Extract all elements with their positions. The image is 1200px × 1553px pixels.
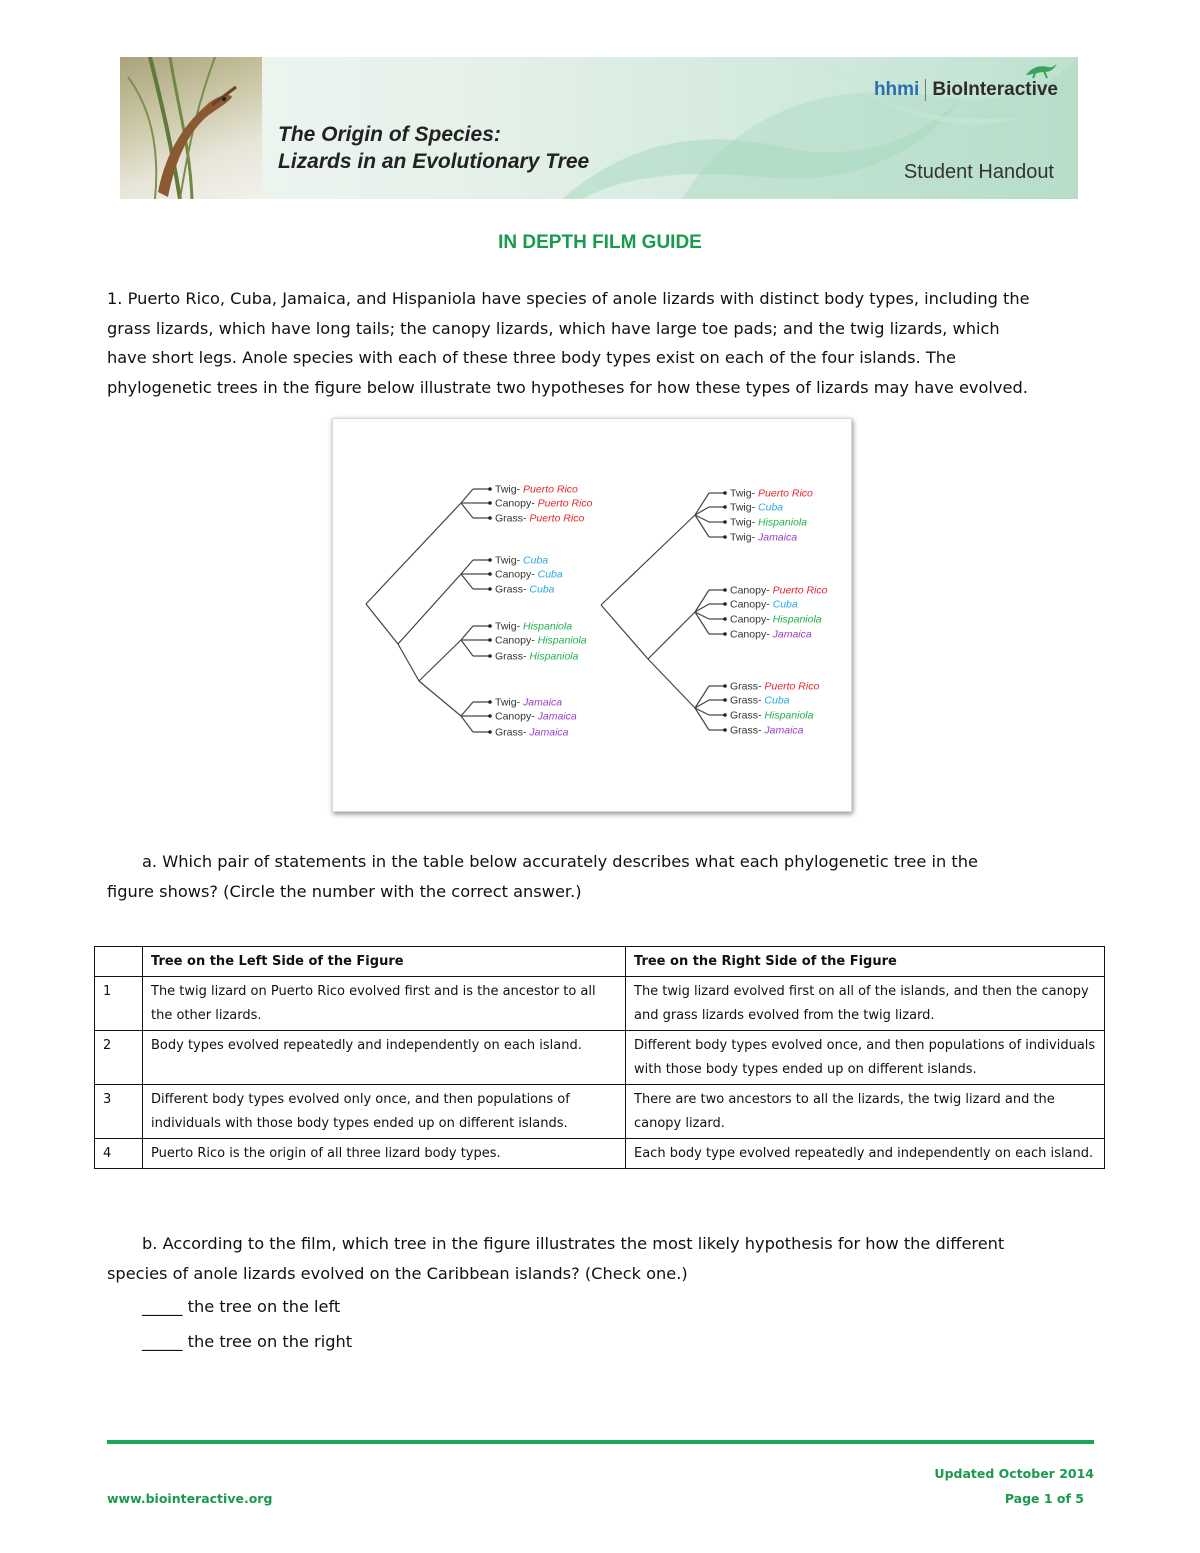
leaf-node — [488, 572, 492, 576]
leaf-island: Jamaica — [764, 724, 804, 737]
phylogenetic-trees-figure — [332, 418, 852, 812]
leaf-body-type: Grass- — [495, 650, 530, 663]
question-1-line: grass lizards, which have long tails; the canopy lizards, which have large toe pads; and the twig lizards, which — [107, 318, 1000, 338]
footer-divider — [107, 1440, 1094, 1444]
handout-title — [278, 121, 589, 175]
leaf-body-type: Grass- — [495, 726, 530, 739]
leaf-island: Jamaica — [537, 710, 577, 723]
left-leaf-label — [495, 484, 578, 496]
leaf-body-type: Canopy- — [495, 568, 538, 581]
table-row — [95, 1139, 1105, 1169]
left-leaf-label — [495, 711, 577, 723]
leaf-node — [488, 558, 492, 562]
table-cell: Different body types evolved once, and then populations of individuals with those body types ended up on different islands. — [626, 1031, 1105, 1085]
logo-divider — [925, 79, 926, 101]
leaf-body-type: Twig- — [730, 516, 759, 529]
table-cell: Puerto Rico is the origin of all three lizard body types. — [143, 1139, 626, 1169]
tree-branch — [461, 489, 473, 503]
left-leaf-label — [495, 635, 587, 647]
leaf-node — [488, 714, 492, 718]
tree-branch — [461, 716, 473, 732]
leaf-island: Puerto Rico — [523, 483, 578, 496]
logo-hhmi-text: hhmi — [873, 79, 920, 100]
leaf-node — [723, 713, 727, 717]
leaf-body-type: Twig- — [495, 696, 524, 709]
table-header-cell — [95, 947, 143, 977]
tree-branch — [419, 681, 461, 716]
right-leaf-label — [730, 599, 798, 611]
leaf-node — [723, 632, 727, 636]
option-tree-right[interactable]: _____ the tree on the right — [142, 1332, 353, 1351]
right-leaf-label — [730, 710, 814, 722]
question-b-line1: b. According to the film, which tree in the figure illustrates the most likely hypothesis for how the different — [142, 1234, 1005, 1253]
leaf-node — [488, 587, 492, 591]
option-tree-left[interactable]: _____ the tree on the left — [142, 1297, 341, 1316]
tree-branch — [461, 574, 473, 589]
leaf-island: Puerto Rico — [537, 497, 593, 510]
leaf-island: Puerto Rico — [758, 487, 813, 500]
question-b-line2: species of anole lizards evolved on the Caribbean islands? (Check one.) — [107, 1264, 688, 1283]
right-leaf-label — [730, 585, 828, 597]
leaf-island: Cuba — [529, 583, 555, 596]
leaf-body-type: Grass- — [730, 724, 765, 737]
table-cell: The twig lizard on Puerto Rico evolved first and is the ancestor to all the other lizards. — [143, 977, 626, 1031]
leaf-node — [723, 588, 727, 592]
leaf-node — [488, 700, 492, 704]
leaf-island: Hispaniola — [537, 634, 587, 647]
question-a-line2: figure shows? (Circle the number with the correct answer.) — [107, 882, 582, 901]
leaf-body-type: Grass- — [495, 512, 530, 525]
left-leaf-label — [495, 569, 563, 581]
handout-title-line1: The Origin of Species: — [278, 123, 501, 146]
leaf-body-type: Twig- — [495, 554, 524, 567]
student-handout-label: Student Handout — [903, 161, 1054, 183]
tree-branch — [419, 640, 461, 681]
leaf-body-type: Twig- — [495, 620, 524, 633]
answer-number[interactable]: 2 — [95, 1031, 143, 1085]
lizard-logo-icon — [1024, 61, 1058, 81]
answer-number[interactable]: 1 — [95, 977, 143, 1031]
leaf-node — [488, 638, 492, 642]
leaf-island: Hispaniola — [529, 650, 579, 663]
tree-branch — [601, 605, 648, 659]
table-header-cell: Tree on the Right Side of the Figure — [626, 947, 1105, 977]
right-leaf-label — [730, 614, 822, 626]
leaf-body-type: Canopy- — [730, 584, 773, 597]
left-leaf-label — [495, 651, 579, 663]
leaf-node — [723, 728, 727, 732]
table-cell: Body types evolved repeatedly and independently on each island. — [143, 1031, 626, 1085]
left-leaf-label — [495, 584, 555, 596]
leaf-island: Cuba — [537, 568, 563, 581]
tree-branch — [366, 604, 398, 644]
leaf-node — [723, 520, 727, 524]
table-cell: Each body type evolved repeatedly and independently on each island. — [626, 1139, 1105, 1169]
answer-table — [94, 946, 1105, 1169]
leaf-body-type: Canopy- — [495, 634, 538, 647]
left-leaf-label — [495, 621, 572, 633]
leaf-island: Jamaica — [523, 696, 563, 709]
leaf-body-type: Twig- — [495, 483, 524, 496]
leaf-body-type: Grass- — [730, 680, 765, 693]
leaf-island: Cuba — [523, 554, 549, 567]
leaf-island: Jamaica — [529, 726, 569, 739]
question-1 — [107, 284, 1107, 402]
leaf-island: Cuba — [772, 598, 798, 611]
table-row — [95, 1031, 1105, 1085]
tree-branch — [695, 590, 709, 612]
right-leaf-label — [730, 681, 819, 693]
answer-number[interactable]: 3 — [95, 1085, 143, 1139]
question-a-line1: a. Which pair of statements in the table below accurately describes what each phylogenetic tree in the — [142, 852, 978, 871]
leaf-node — [723, 617, 727, 621]
leaf-island: Cuba — [764, 694, 790, 707]
left-leaf-label — [495, 727, 569, 739]
leaf-node — [723, 698, 727, 702]
question-1-line: 1. Puerto Rico, Cuba, Jamaica, and Hispaniola have species of anole lizards with distinct body types, including the — [107, 289, 1030, 308]
leaf-island: Puerto Rico — [529, 512, 585, 525]
tree-branch — [461, 702, 473, 716]
left-leaf-label — [495, 513, 584, 525]
table-cell: There are two ancestors to all the lizards, the twig lizard and the canopy lizard. — [626, 1085, 1105, 1139]
right-leaf-label — [730, 517, 807, 529]
leaf-body-type: Twig- — [730, 487, 759, 500]
tree-branch — [601, 515, 695, 605]
right-leaf-label — [730, 629, 812, 641]
leaf-body-type: Canopy- — [730, 613, 773, 626]
question-1-line: phylogenetic trees in the figure below illustrate two hypotheses for how these types of lizards may have evolved. — [107, 377, 1028, 397]
table-cell: Different body types evolved only once, and then populations of individuals with those body types ended up on different islands. — [143, 1085, 626, 1139]
tree-branch — [461, 560, 473, 574]
table-row — [95, 977, 1105, 1031]
leaf-body-type: Canopy- — [730, 598, 773, 611]
leaf-body-type: Twig- — [730, 531, 759, 544]
leaf-body-type: Grass- — [730, 709, 765, 722]
leaf-island: Hispaniola — [523, 620, 573, 633]
table-header-row — [95, 947, 1105, 977]
leaf-node — [723, 684, 727, 688]
tree-branch — [648, 612, 695, 659]
leaf-island: Puerto Rico — [772, 584, 828, 597]
page-title: IN DEPTH FILM GUIDE — [498, 232, 702, 253]
tree-branch — [366, 503, 461, 604]
lizard-photo — [120, 57, 262, 199]
right-leaf-label — [730, 725, 804, 737]
leaf-island: Hispaniola — [764, 709, 814, 722]
leaf-island: Jamaica — [758, 531, 798, 544]
tree-branch — [695, 493, 709, 515]
updated-date: Updated October 2014 — [934, 1466, 1094, 1481]
logo-biointeractive-text: BioInteractive — [932, 79, 1058, 100]
tree-branch — [398, 644, 419, 681]
left-leaf-label — [495, 697, 562, 709]
tree-branch — [648, 659, 695, 708]
table-header-cell: Tree on the Left Side of the Figure — [143, 947, 626, 977]
tree-branch — [398, 574, 461, 644]
tree-branch — [461, 503, 473, 518]
leaf-body-type: Canopy- — [495, 497, 538, 510]
leaf-body-type: Canopy- — [495, 710, 538, 723]
left-leaf-label — [495, 498, 593, 510]
leaf-island: Puerto Rico — [764, 680, 820, 693]
header-banner — [120, 57, 1078, 199]
leaf-node — [488, 516, 492, 520]
leaf-body-type: Grass- — [730, 694, 765, 707]
leaf-node — [723, 491, 727, 495]
leaf-node — [488, 487, 492, 491]
website-link[interactable]: www.biointeractive.org — [107, 1491, 273, 1506]
tree-branch — [695, 686, 709, 708]
leaf-node — [488, 624, 492, 628]
tree-branch — [461, 640, 473, 656]
answer-number[interactable]: 4 — [95, 1139, 143, 1169]
leaf-island: Hispaniola — [772, 613, 822, 626]
right-leaf-label — [730, 488, 813, 500]
leaf-island: Cuba — [758, 501, 784, 514]
hhmi-logo — [874, 79, 1058, 101]
page-number: Page 1 of 5 — [1004, 1491, 1084, 1506]
right-leaf-label — [730, 695, 790, 707]
leaf-body-type: Twig- — [730, 501, 759, 514]
leaf-node — [723, 505, 727, 509]
table-row — [95, 1085, 1105, 1139]
leaf-body-type: Canopy- — [730, 628, 773, 641]
leaf-node — [488, 654, 492, 658]
trees-svg — [333, 419, 851, 811]
leaf-body-type: Grass- — [495, 583, 530, 596]
tree-branch — [461, 626, 473, 640]
leaf-node — [723, 535, 727, 539]
handout-title-line2: Lizards in an Evolutionary Tree — [278, 150, 590, 173]
right-leaf-label — [730, 532, 797, 544]
question-1-line: have short legs. Anole species with each of these three body types exist on each of the four islands. The — [107, 348, 956, 367]
leaf-node — [488, 730, 492, 734]
leaf-island: Hispaniola — [758, 516, 808, 529]
left-leaf-label — [495, 555, 548, 567]
leaf-node — [488, 501, 492, 505]
leaf-island: Jamaica — [772, 628, 812, 641]
right-leaf-label — [730, 502, 783, 514]
table-cell: The twig lizard evolved first on all of the islands, and then the canopy and grass lizards evolved from the twig lizard. — [626, 977, 1105, 1031]
leaf-node — [723, 602, 727, 606]
